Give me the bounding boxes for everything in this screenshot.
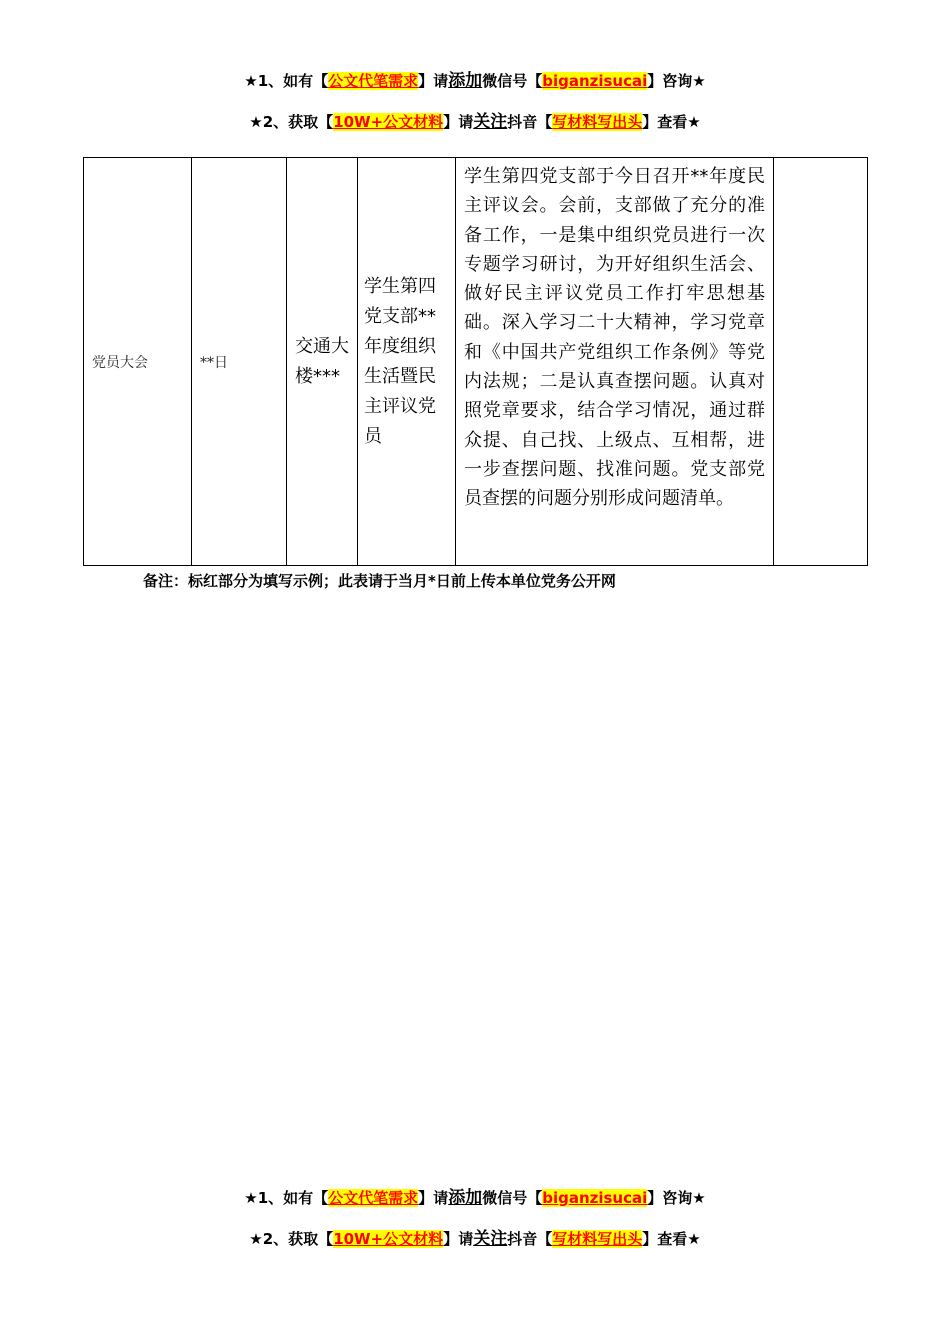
banner-text: 抖音【 bbox=[507, 113, 553, 131]
cell-topic: 学生第四党支部**年度组织生活暨民主评议党员 bbox=[358, 158, 456, 566]
bottom-banner-2 bbox=[0, 1229, 950, 1249]
banner-text: 】查看★ bbox=[642, 113, 701, 131]
cell-remark bbox=[774, 158, 868, 566]
top-banner-1 bbox=[0, 71, 950, 91]
banner-text: 】咨询★ bbox=[647, 72, 706, 90]
banner-text: 】咨询★ bbox=[647, 1189, 706, 1207]
banner-text: ★2、获取【 bbox=[249, 113, 334, 131]
banner-text: 】请 bbox=[418, 72, 449, 90]
banner-highlight: 10W+公文材料 bbox=[333, 113, 444, 131]
banner-emphasis: 添加 bbox=[448, 1188, 483, 1208]
banner-highlight: 10W+公文材料 bbox=[333, 1230, 444, 1248]
top-banner-2 bbox=[0, 112, 950, 132]
banner-text: 抖音【 bbox=[507, 1230, 553, 1248]
banner-text: 】请 bbox=[443, 113, 474, 131]
banner-emphasis: 添加 bbox=[448, 71, 483, 91]
banner-text: ★1、如有【 bbox=[244, 1189, 329, 1207]
banner-text: ★1、如有【 bbox=[244, 72, 329, 90]
table-note: 备注：标红部分为填写示例；此表请于当月*日前上传本单位党务公开网 bbox=[143, 572, 616, 590]
banner-highlight: 写材料写出头 bbox=[552, 1230, 643, 1248]
banner-text: 】查看★ bbox=[642, 1230, 701, 1248]
cell-content: 学生第四党支部于今日召开**年度民主评议会。会前，支部做了充分的准备工作，一是集中组织党员进行一次专题学习研讨，为开好组织生活会、做好民主评议党员工作打牢思想基础。深入学习二十大精神，学习党章和《中国共产党组织工作条例》等党内法规；二是认真查摆问题。认真对照党章要求，结合学习情况，通过群众提、自己找、上级点、互相帮，进一步查摆问题、找准问题。党支部党员查摆的问题分别形成问题清单。 bbox=[456, 158, 774, 566]
banner-text: 】请 bbox=[418, 1189, 449, 1207]
banner-highlight: biganzisucai bbox=[542, 1189, 648, 1207]
cell-date: **日 bbox=[192, 158, 287, 566]
banner-emphasis: 关注 bbox=[473, 112, 508, 132]
bottom-banner-1 bbox=[0, 1188, 950, 1208]
banner-emphasis: 关注 bbox=[473, 1229, 508, 1249]
banner-highlight: 公文代笔需求 bbox=[328, 72, 419, 90]
cell-activity-type: 党员大会 bbox=[84, 158, 192, 566]
banner-text: 微信号【 bbox=[482, 1189, 543, 1207]
banner-text: 】请 bbox=[443, 1230, 474, 1248]
banner-highlight: 写材料写出头 bbox=[552, 113, 643, 131]
banner-highlight: biganzisucai bbox=[542, 72, 648, 90]
banner-text: 微信号【 bbox=[482, 72, 543, 90]
activity-table bbox=[83, 157, 868, 566]
banner-text: ★2、获取【 bbox=[249, 1230, 334, 1248]
banner-highlight: 公文代笔需求 bbox=[328, 1189, 419, 1207]
cell-place: 交通大楼*** bbox=[287, 158, 358, 566]
table-row bbox=[84, 158, 868, 566]
